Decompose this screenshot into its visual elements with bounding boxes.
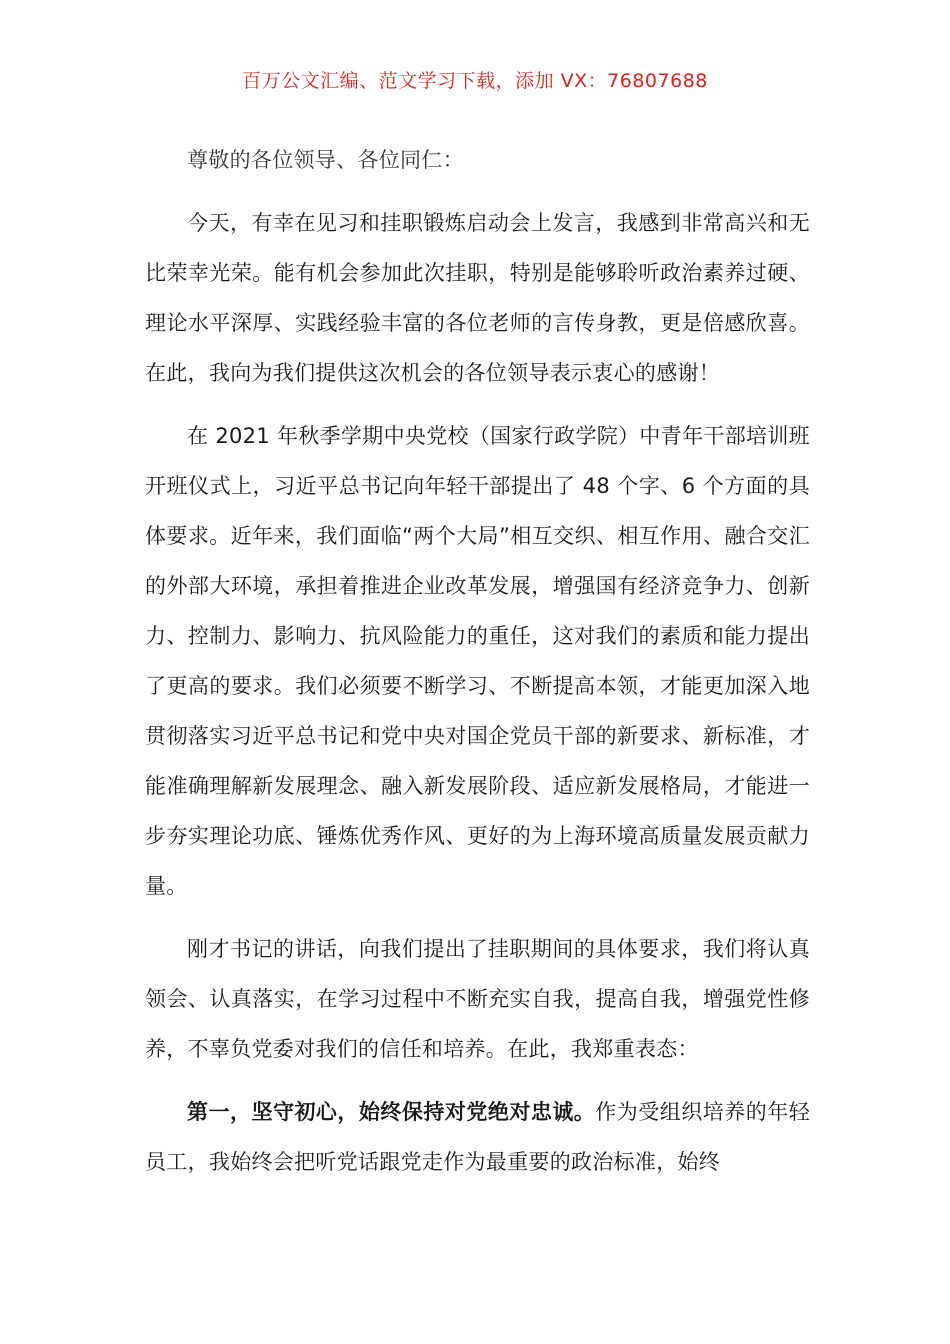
header-banner: 百万公文汇编、范文学习下载，添加 VX：76807688 xyxy=(242,70,708,92)
salutation: 尊敬的各位领导、各位同仁： xyxy=(187,148,464,172)
paragraph-opening: 今天，有幸在见习和挂职锻炼启动会上发言，我感到非常高兴和无比荣幸光荣。能有机会参加此次挂职，特别是能够聆听政治素养过硬、理论水平深厚、实践经验丰富的各位老师的言传身教，更是倍感欣喜。在此，我向为我们提供这次机会的各位领导表示衷心的感谢！ xyxy=(145,211,810,385)
paragraph-point-one xyxy=(145,1087,810,1187)
paragraph-pledge-intro: 刚才书记的讲话，向我们提出了挂职期间的具体要求，我们将认真领会、认真落实，在学习过程中不断充实自我，提高自我，增强党性修养，不辜负党委对我们的信任和培养。在此，我郑重表态： xyxy=(145,937,810,1061)
point-one-body: 作为受组织培养的年轻员工，我始终会把听党话跟党走作为最重要的政治标准，始终 xyxy=(145,1100,810,1174)
document-body xyxy=(145,135,810,1187)
point-one-lead: 第一，坚守初心，始终保持对党绝对忠诚。 xyxy=(187,1100,596,1124)
paragraph-requirements: 在 2021 年秋季学期中央党校（国家行政学院）中青年干部培训班开班仪式上，习近平总书记向年轻干部提出了 48 个字、6 个方面的具体要求。近年来，我们面临“两个大局”相互交织、相互作用、融合交汇的外部大环境，承担着推进企业改革发展，增强国有经济竞争力、创新力、控制力、影响力、抗风险能力的重任，这对我们的素质和能力提出了更高的要求。我们必须要不断学习、不断提高本领，才能更加深入地贯彻落实习近平总书记和党中央对国企党员干部的新要求、新标准，才能准确理解新发展理念、融入新发展阶段、适应新发展格局，才能进一步夯实理论功底、锤炼优秀作风、更好的为上海环境高质量发展贡献力量。 xyxy=(145,424,810,898)
